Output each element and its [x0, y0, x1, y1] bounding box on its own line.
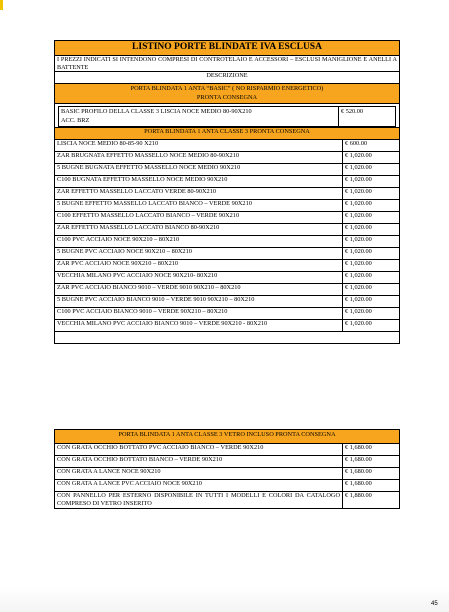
item-price: € 1,680.00 — [343, 468, 400, 480]
table-row — [55, 283, 400, 295]
basic-item-description — [59, 107, 338, 125]
item-description: ZAR PVC ACCIAIO BIANCO 9010 – VERDE 9010 90X210 – 80X210 — [55, 283, 343, 295]
item-price: € 1,020.00 — [343, 199, 400, 211]
item-price: € 600.00 — [343, 139, 400, 151]
table-row — [55, 199, 400, 211]
item-description: C100 PVC ACCIAIO BIANCO 9010 – VERDE 90X210 – 80X210 — [55, 307, 343, 319]
item-price: € 1,020.00 — [343, 319, 400, 331]
item-price: € 1,880.00 — [343, 492, 400, 509]
basic-item-price: € 520.00 — [338, 107, 395, 125]
item-price: € 1,020.00 — [343, 235, 400, 247]
table-row — [55, 319, 400, 331]
section-basic-line1: PORTA BLINDATA 1 ANTA “BASIC” ( NO RISPARMIO ENERGETICO) — [130, 85, 324, 93]
section-glass-header: PORTA BLINDATA 1 ANTA CLASSE 3 VETRO INCLUSO PRONTA CONSEGNA — [55, 430, 400, 444]
basic-item-desc-line2: ACC. BRZ — [61, 116, 90, 124]
basic-item-cell — [55, 104, 400, 127]
blank-area — [55, 331, 400, 343]
item-price: € 1,020.00 — [343, 271, 400, 283]
item-description: VECCHIA MILANO PVC ACCIAIO NOCE 90X210- 80X210 — [55, 271, 343, 283]
item-price: € 1,020.00 — [343, 187, 400, 199]
table-row — [55, 139, 400, 151]
section-basic-line2: PRONTA CONSEGNA — [196, 93, 258, 101]
price-note: I PREZZI INDICATI SI INTENDONO COMPRESI DI CONTROTELAIO E ACCESSORI – ESCLUSI MANIGLIONE E ANELLI A BATTENTE — [55, 55, 400, 72]
item-price: € 1,020.00 — [343, 151, 400, 163]
table-row — [55, 295, 400, 307]
item-price: € 1,020.00 — [343, 247, 400, 259]
item-description: 5 BUGNE EFFETTO MASSELLO LACCATO BIANCO – VERDE 90X210 — [55, 199, 343, 211]
item-description: C100 BUGNATA EFFETTO MASSELLO NOCE MEDIO 90X210 — [55, 175, 343, 187]
corner-mark — [0, 0, 3, 10]
item-price: € 1,680.00 — [343, 480, 400, 492]
item-description: C100 PVC ACCIAIO NOCE 90X210 – 80X210 — [55, 235, 343, 247]
basic-item-desc-line1: BASIC PROFILO DELLA CLASSE 3 LISCIA NOCE MEDIO 80-90X210 — [61, 108, 252, 116]
table-row — [55, 211, 400, 223]
table-row — [55, 271, 400, 283]
item-price: € 1,020.00 — [343, 259, 400, 271]
item-description: 5 BUGNE BUGNATA EFFETTO MASSELLO NOCE MEDIO 90X210 — [55, 163, 343, 175]
item-description: 5 BUGNE PVC ACCIAIO BIANCO 9010 – VERDE 9010 90X210 – 80X210 — [55, 295, 343, 307]
section-class3-header: PORTA BLINDATA 1 ANTA CLASSE 3 PRONTA CONSEGNA — [55, 127, 400, 139]
item-description: C100 EFFETTO MASSELLO LACCATO BIANCO – VERDE 90X210 — [55, 211, 343, 223]
description-header: DESCRIZIONE — [55, 72, 400, 84]
item-price: € 1,020.00 — [343, 223, 400, 235]
class3-rows — [55, 139, 400, 331]
item-description: CON GRATA A LANCE NOCE 90X210 — [55, 468, 343, 480]
item-price: € 1,020.00 — [343, 283, 400, 295]
glass-rows — [55, 444, 400, 509]
item-description: VECCHIA MILANO PVC ACCIAIO BIANCO 9010 – VERDE 90X210 - 80X210 — [55, 319, 343, 331]
item-price: € 1,020.00 — [343, 295, 400, 307]
page-number: 45 — [431, 601, 438, 607]
item-price: € 1,680.00 — [343, 444, 400, 456]
table-row — [55, 247, 400, 259]
item-price: € 1,020.00 — [343, 163, 400, 175]
table-row — [55, 307, 400, 319]
table-row — [55, 151, 400, 163]
item-description: ZAR BRUGNATA EFFETTO MASSELLO NOCE MEDIO 80-90X210 — [55, 151, 343, 163]
table-row — [55, 456, 400, 468]
table-row — [55, 187, 400, 199]
item-description: ZAR EFFETTO MASSELLO LACCATO VERDE 80-90X210 — [55, 187, 343, 199]
section-basic-header — [55, 84, 400, 104]
item-description: LISCIA NOCE MEDIO 80-85-90 X210 — [55, 139, 343, 151]
price-list-table — [54, 40, 400, 344]
table-row — [55, 480, 400, 492]
table-row — [55, 163, 400, 175]
glass-price-table — [54, 429, 400, 509]
item-description: ZAR EFFETTO MASSELLO LACCATO BIANCO 80-90X210 — [55, 223, 343, 235]
table-row — [55, 492, 400, 509]
item-description: 5 BUGNE PVC ACCIAIO NOCE 90X210 – 80X210 — [55, 247, 343, 259]
item-description: CON GRATA A LANCE PVC ACCIAIO NOCE 90X210 — [55, 480, 343, 492]
basic-item-box — [58, 106, 396, 126]
table-row — [55, 468, 400, 480]
table-row — [55, 223, 400, 235]
price-list-title: LISTINO PORTE BLINDATE IVA ESCLUSA — [55, 41, 400, 56]
item-price: € 1,020.00 — [343, 211, 400, 223]
table-row — [55, 259, 400, 271]
item-description: ZAR PVC ACCIAIO NOCE 90X210 – 80X210 — [55, 259, 343, 271]
table-row — [55, 175, 400, 187]
table-row — [55, 444, 400, 456]
item-description: CON PANNELLO PER ESTERNO DISPONIBILE IN TUTTI I MODELLI E COLORI DA CATALOGO COMPRESO DI VETRO INSERITO — [55, 492, 343, 509]
item-price: € 1,020.00 — [343, 307, 400, 319]
item-price: € 1,020.00 — [343, 175, 400, 187]
item-description: CON GRATA OCCHIO BOTTATO BIANCO – VERDE 90X210 — [55, 456, 343, 468]
table-row — [55, 235, 400, 247]
item-description: CON GRATA OCCHIO BOTTATO PVC ACCIAIO BIANCO – VERDE 90X210 — [55, 444, 343, 456]
item-price: € 1,680.00 — [343, 456, 400, 468]
